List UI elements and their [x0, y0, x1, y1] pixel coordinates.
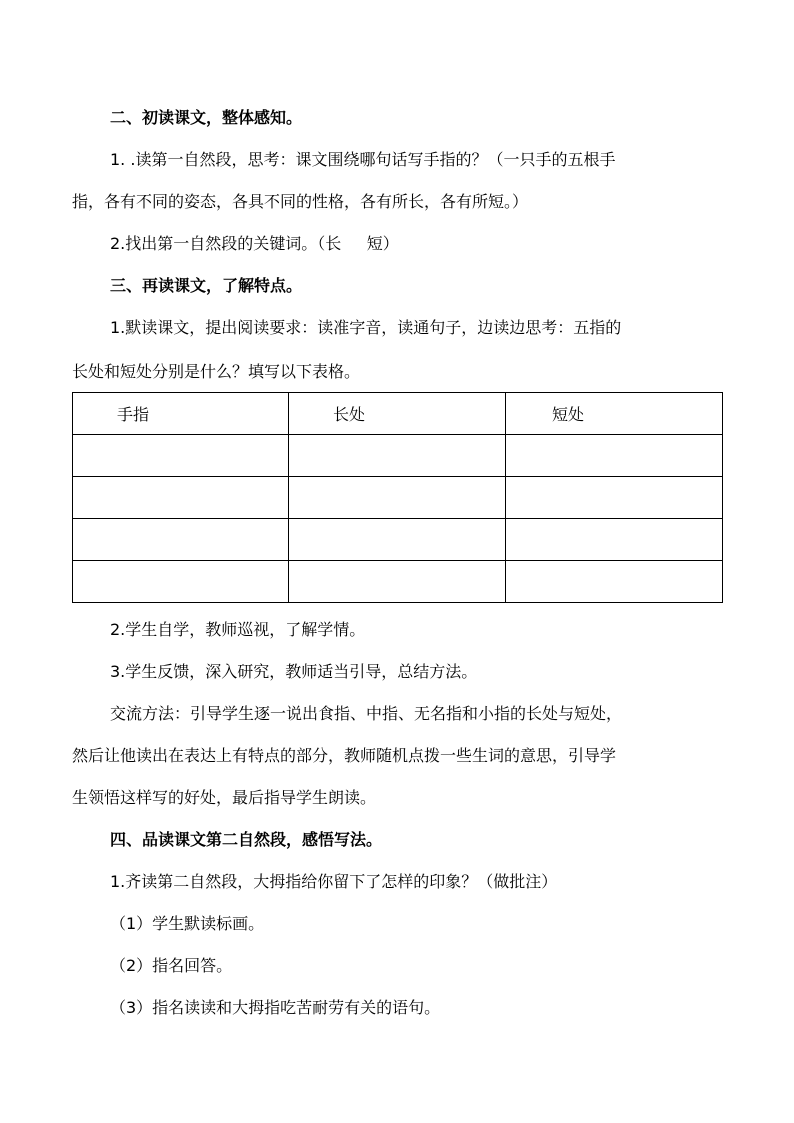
section-heading-4: 四、品读课文第二自然段，感悟写法。	[110, 830, 383, 849]
table-row	[73, 519, 723, 561]
paragraph-line: （2）指名回答。	[110, 956, 233, 975]
finger-table	[72, 392, 723, 603]
paragraph-line: 2.学生自学，教师巡视，了解学情。	[110, 620, 366, 639]
paragraph-line: （1）学生默读标画。	[110, 914, 265, 933]
table-cell[interactable]	[506, 435, 723, 477]
table-row	[73, 477, 723, 519]
table-cell[interactable]	[73, 561, 289, 603]
table-row	[73, 435, 723, 477]
paragraph-line: 3.学生反馈，深入研究，教师适当引导，总结方法。	[110, 662, 478, 681]
table-header-cell: 手指	[73, 393, 289, 435]
table-cell[interactable]	[506, 477, 723, 519]
paragraph-line: 指，各有不同的姿态，各具不同的性格，各有所长，各有所短。）	[72, 192, 529, 211]
table-cell[interactable]	[73, 519, 289, 561]
table-header-row	[73, 393, 723, 435]
table-row	[73, 561, 723, 603]
paragraph-line: 交流方法：引导学生逐一说出食指、中指、无名指和小指的长处与短处，	[110, 704, 623, 723]
paragraph-line: 生领悟这样写的好处，最后指导学生朗读。	[72, 788, 377, 807]
table-header-cell: 短处	[506, 393, 723, 435]
table-cell[interactable]	[506, 561, 723, 603]
table-cell[interactable]	[73, 435, 289, 477]
paragraph-line: （3）指名读读和大拇指吃苦耐劳有关的语句。	[110, 998, 441, 1017]
paragraph-line: 2.找出第一自然段的关键词。（长 短）	[110, 234, 399, 253]
section-heading-3: 三、再读课文，了解特点。	[110, 276, 303, 295]
paragraph-line: 1.默读课文，提出阅读要求：读准字音，读通句子，边读边思考：五指的	[110, 318, 622, 337]
table-cell[interactable]	[73, 477, 289, 519]
paragraph-line: 1. .读第一自然段，思考：课文围绕哪句话写手指的？（一只手的五根手	[110, 150, 616, 169]
table-cell[interactable]	[289, 477, 506, 519]
table-cell[interactable]	[506, 519, 723, 561]
paragraph-line: 长处和短处分别是什么？填写以下表格。	[72, 362, 361, 381]
table-cell[interactable]	[289, 519, 506, 561]
paragraph-line: 1.齐读第二自然段，大拇指给你留下了怎样的印象？（做批注）	[110, 872, 558, 891]
table-cell[interactable]	[289, 435, 506, 477]
table-header-cell: 长处	[289, 393, 506, 435]
paragraph-line: 然后让他读出在表达上有特点的部分，教师随机点拨一些生词的意思，引导学	[72, 746, 617, 765]
section-heading-2: 二、初读课文，整体感知。	[110, 108, 303, 127]
table-cell[interactable]	[289, 561, 506, 603]
